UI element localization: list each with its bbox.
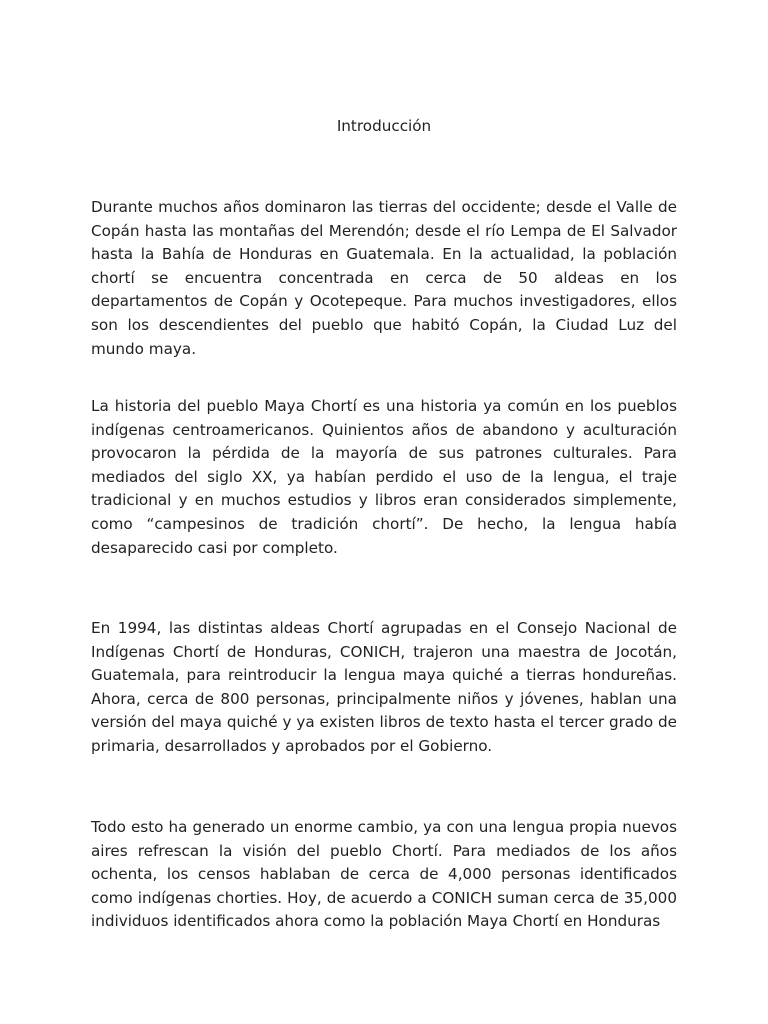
document-title: Introducción: [336, 117, 432, 135]
paragraph-3: En 1994, las distintas aldeas Chortí agrupadas en el Consejo Nacional de Indígenas Chortí de Honduras, CONICH, trajeron una maestra de Jocotán, Guatemala, para reintroducir la lengua maya quiché a tierras hondureñas. Ahora, cerca de 800 personas, principalmente niños y jóvenes, hablan una versión del maya quiché y ya existen libros de texto hasta el tercer grado de primaria, desarrollados y aprobados por el Gobierno.: [91, 619, 677, 755]
paragraph-4: Todo esto ha generado un enorme cambio, ya con una lengua propia nuevos aires refrescan la visión del pueblo Chortí. Para mediados de los años ochenta, los censos hablaban de cerca de 4,000 personas identificados como indígenas chorties. Hoy, de acuerdo a CONICH suman cerca de 35,000 individuos identificados ahora como la población Maya Chortí en Honduras: [91, 818, 677, 931]
paragraph-1: Durante muchos años dominaron las tierras del occidente; desde el Valle de Copán hasta las montañas del Merendón; desde el río Lempa de El Salvador hasta la Bahía de Honduras en Guatemala. En la actualidad, la población chortí se encuentra concentrada en cerca de 50 aldeas en los departamentos de Copán y Ocotepeque. Para muchos investigadores, ellos son los descendientes del pueblo que habitó Copán, la Ciudad Luz del mundo maya.: [91, 198, 677, 358]
paragraph-2: La historia del pueblo Maya Chortí es una historia ya común en los pueblos indígenas centroamericanos. Quinientos años de abandono y aculturación provocaron la pérdida de la mayoría de sus patrones culturales. Para mediados del siglo XX, ya habían perdido el uso de la lengua, el traje tradicional y en muchos estudios y libros eran considerados simplemente, como “campesinos de tradición chortí”. De hecho, la lengua había desaparecido casi por completo.: [91, 397, 677, 557]
